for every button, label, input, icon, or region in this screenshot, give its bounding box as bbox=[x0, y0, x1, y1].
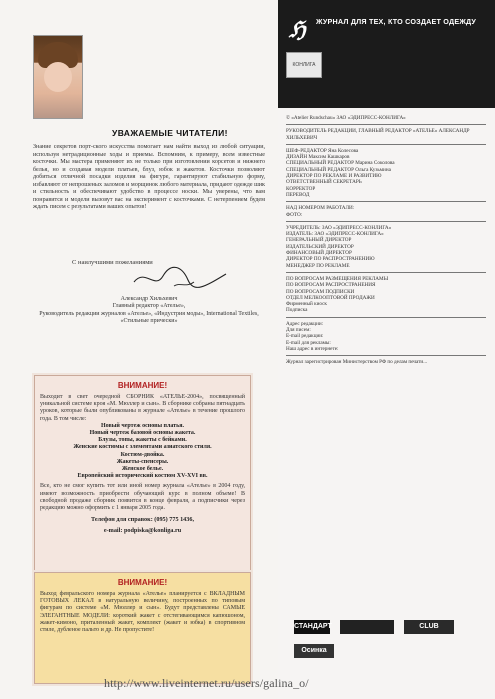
partner-logo: СТАНДАРТ bbox=[294, 620, 330, 634]
attention-title: ВНИМАНИЕ! bbox=[117, 578, 168, 587]
patterns-text: Выход февральского номера журнала «Ателье» планируется с ВКЛАДНЫМ ГОТОВЫХ ЛЕКАЛ в натуральную величину, построенных по типовым фигурам по системе «М. Мюллер и сын». Будут представлены САМЫЕ ЭЛЕГАНТНЫЕ МОДЕЛИ: короткий жакет с отстегивающимся капюшоном, жакет-кимоно, приталенный жакет, комплект (жакет и юбка) в спортивном стиле, дубленое пальто и др. Не пропустите! bbox=[40, 591, 245, 634]
imprint-line: РУКОВОДИТЕЛЬ РЕДАКЦИИ, ГЛАВНЫЙ РЕДАКТОР «АТЕЛЬЕ» АЛЕКСАНДР ХИЛЬХЕВИЧ bbox=[286, 128, 470, 141]
signature bbox=[130, 264, 230, 294]
photo-face bbox=[44, 62, 72, 92]
imprint-line: ШЕФ-РЕДАКТОР Яна Колесова bbox=[286, 147, 359, 154]
regards-text: С наилучшими пожеланиями bbox=[72, 259, 153, 266]
email-text: e-mail: podpiska@konliga.ru bbox=[103, 527, 182, 535]
imprint-block bbox=[286, 115, 486, 366]
collection-note: Все, кто не смог купить тот или иной номер журнала «Ателье» в 2004 году, имеют возможность приобрести обучающий курс в полном объеме! В свободной продаже сборник появится в конце февраля, а подписчики через редакцию можно оформить с 1 января 2005 года. bbox=[40, 483, 245, 512]
list-item: Жакеты-спенсеры. bbox=[116, 458, 169, 465]
imprint-line: ДИРЕКТОР ПО РАСПРОСТРАНЕНИЮ bbox=[286, 256, 375, 263]
imprint-line: Адрес редакции: bbox=[286, 320, 324, 327]
list-item: Блузы, топы, жакеты с бейками. bbox=[98, 437, 187, 444]
magazine-tagline: ЖУРНАЛ ДЛЯ ТЕХ, КТО СОЗДАЕТ ОДЕЖДУ bbox=[316, 17, 477, 26]
imprint-line: СПЕЦИАЛЬНЫЙ РЕДАКТОР Ольга Кузьмина bbox=[286, 166, 391, 173]
list-item: Новый чертеж базовой основы жакета. bbox=[89, 430, 196, 437]
list-item: Женские костюмы с элементами азиатского стиля. bbox=[73, 444, 212, 451]
imprint-line: Для писем: bbox=[286, 327, 311, 334]
imprint-line: © «Atelier Rundschau» ЗАО «ЭДИПРЕСС-КОНЛИГА» bbox=[286, 115, 406, 121]
magazine-logo-icon: ℌ bbox=[289, 17, 306, 42]
divider bbox=[286, 317, 486, 318]
list-item: Костюм-двойка. bbox=[120, 451, 165, 458]
divider bbox=[286, 221, 486, 222]
imprint-line: КОРРЕКТОР bbox=[286, 185, 316, 192]
editor-photo bbox=[33, 35, 83, 119]
divider bbox=[286, 355, 486, 356]
divider bbox=[286, 124, 486, 125]
attention-box-collection bbox=[34, 375, 251, 573]
imprint-line: ПЕРЕВОД bbox=[286, 191, 310, 198]
imprint-line: Фирменный киоск bbox=[286, 301, 327, 308]
right-column bbox=[278, 0, 495, 699]
divider bbox=[286, 144, 486, 145]
phone-text: Телефон для справок: (095) 775 1436, bbox=[90, 516, 195, 524]
imprint-line: УЧРЕДИТЕЛЬ: ЗАО «ЭДИПРЕСС-КОНЛИГА» bbox=[286, 224, 392, 231]
masthead-bar bbox=[278, 0, 495, 108]
imprint-line: ДИРЕКТОР ПО РЕКЛАМЕ И РАЗВИТИЮ bbox=[286, 173, 382, 180]
editor-signature-block bbox=[33, 296, 265, 326]
imprint-line: ПО ВОПРОСАМ РАЗМЕЩЕНИЯ РЕКЛАМЫ bbox=[286, 275, 389, 282]
partner-logo bbox=[340, 620, 394, 634]
imprint-line: ФОТО: bbox=[286, 211, 303, 218]
divider bbox=[286, 272, 486, 273]
imprint-line: ОТДЕЛ МЕЛКООПТОВОЙ ПРОДАЖИ bbox=[286, 294, 375, 301]
lesson-list bbox=[35, 423, 250, 481]
imprint-line: Журнал зарегистрирован Министерством РФ по делам печати... bbox=[286, 359, 428, 366]
imprint-line: E-mail для рекламы: bbox=[286, 339, 331, 346]
divider bbox=[286, 201, 486, 202]
imprint-line: ОТВЕТСТВЕННЫЙ СЕКРЕТАРЬ bbox=[286, 179, 362, 186]
intro-text: Знание секретов порт-ского искусства помогает нам найти выход из любой ситуации, используя нетрадиционные ходы и приемы. Вспомним, к примеру, всем известные косточки. Мы мастера применяют их не только при изготовлении корсетов и нижнего белья, но и создавая модели платьев, блуз, юбок и жакетов. Косточки позволяют добиться отличной посадки изделия на фигуре, гарантируют стабильную форму, избавляют от непрошеных заломов и морщинок любого материала, придают одежде шик и стильность и обеспечивают удобство в процессе носки. Мы уверены, что вам понравится и модели вызовут вас на эксперимент с косточками. С нетерпением будем ждать писем с результатами ваших опытов! bbox=[33, 144, 265, 210]
imprint-line: E-mail редакции: bbox=[286, 333, 324, 340]
collection-intro: Выходит в свет очередной СБОРНИК «АТЕЛЬЕ-2004», посвященный уникальной системе кроя «М. Мюллер и сын». В сборнике собраны пятнадцать уроков, которые были опубликованы в журнале «Ателье» в течение прошлого года. В том числе: bbox=[40, 394, 245, 422]
imprint-line: МЕНЕДЖЕР ПО РЕКЛАМЕ bbox=[286, 262, 350, 269]
konliga-logo: КОНЛИГА bbox=[286, 52, 322, 78]
attention-box-patterns bbox=[34, 572, 251, 684]
list-item: Европейский исторический костюм XV-XVI вв. bbox=[77, 473, 208, 480]
partner-logo: CLUB bbox=[404, 620, 454, 634]
imprint-line: ПО ВОПРОСАМ РАСПРОСТРАНЕНИЯ bbox=[286, 282, 376, 289]
imprint-line: НАД НОМЕРОМ РАБОТАЛИ: bbox=[286, 205, 355, 212]
watermark-url: http://www.liveinternet.ru/users/galina_o/ bbox=[104, 676, 309, 690]
readers-title: УВАЖАЕМЫЕ ЧИТАТЕЛИ! bbox=[112, 128, 228, 138]
list-item: Женское белье. bbox=[121, 466, 164, 473]
editor-role-details: Руководитель редакции журналов «Ателье», «Индустрия моды», International Textiles, «Стильные прически» bbox=[39, 310, 259, 325]
editor-name: Александр Хильхевич bbox=[120, 296, 178, 302]
imprint-line: ГЕНЕРАЛЬНЫЙ ДИРЕКТОР bbox=[286, 237, 352, 244]
imprint-line: ДИЗАЙН Максим Кашкаров bbox=[286, 154, 350, 161]
list-item: Новый чертеж основы платья. bbox=[100, 422, 185, 429]
editor-role: Главный редактор «Ателье», bbox=[112, 303, 186, 310]
attention-title: ВНИМАНИЕ! bbox=[117, 381, 168, 390]
partner-logos bbox=[294, 620, 484, 670]
partner-logo: Осинка bbox=[294, 644, 334, 658]
imprint-line: ПО ВОПРОСАМ ПОДПИСКИ bbox=[286, 288, 355, 295]
imprint-line: СПЕЦИАЛЬНЫЙ РЕДАКТОР Марина Соколова bbox=[286, 160, 395, 167]
imprint-line: Наш адрес в интернете: bbox=[286, 345, 339, 352]
imprint-line: ФИНАНСОВЫЙ ДИРЕКТОР bbox=[286, 250, 352, 257]
imprint-line: Подписка bbox=[286, 307, 308, 314]
imprint-line: ИЗДАТЕЛЬ: ЗАО «ЭДИПРЕСС-КОНЛИГА» bbox=[286, 231, 384, 238]
imprint-line: ИЗДАТЕЛЬСКИЙ ДИРЕКТОР bbox=[286, 243, 354, 250]
